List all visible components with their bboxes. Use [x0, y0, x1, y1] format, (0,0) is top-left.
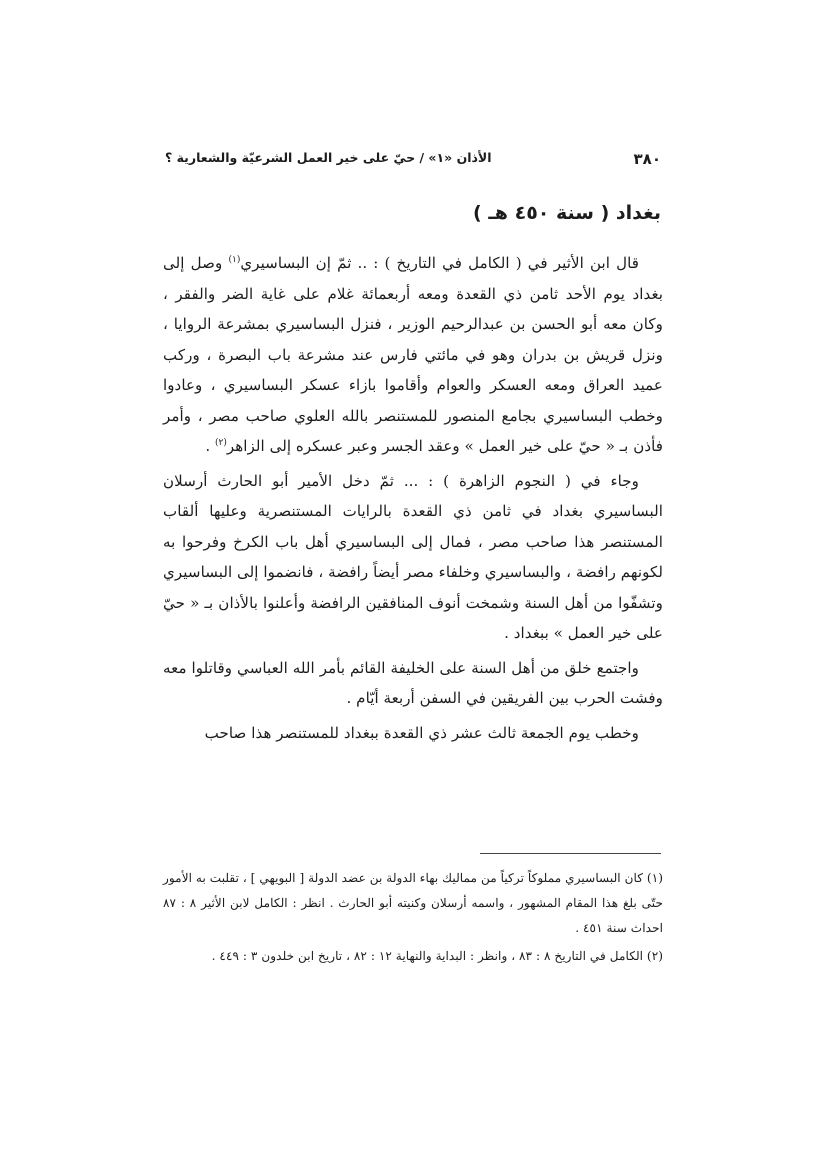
page-header: [165, 150, 661, 174]
paragraph: وجاء في ( النجوم الزاهرة ) : ... ثمّ دخل الأمير أبو الحارث أرسلان البساسيري بغداد في ثامن ذي القعدة بالرايات المستنصرية وعليها ألقاب المستنصر هذا صاحب مصر ، فمال إلى البساسيري أهل باب الكرخ وفرحوا به لكونهم رافضة ، والبساسيري وخلفاء مصر أيضاً رافضة ، فانضموا إلى البساسيري وتشفّوا من أهل السنة وشمخت أنوف المنافقين الرافضة وأعلنوا بالأذان بـ « حيّ على خير العمل » ببغداد .: [163, 471, 663, 642]
footnotes: [163, 866, 663, 972]
paragraph: واجتمع خلق من أهل السنة على الخليفة القائم بأمر الله العباسي وقاتلوا معه وفشت الحرب بين الفريقين في السفن أربعة أيّام .: [163, 658, 663, 707]
paragraph-text: وصل إلى بغداد يوم الأحد ثامن ذي القعدة ومعه أربعمائة غلام على غاية الضر والفقر ، وكان معه أبو الحسن بن عبدالرحيم الوزير ، فنزل البساسيري بمشرعة الروايا ، ونزل قريش بن بدران وهو في مائتي فارس عند مشرعة باب البصرة ، وركب عميد العراق ومعه العسكر والعوام وأقاموا بازاء عسكر البساسيري ، وعادوا وخطب البساسيري بجامع المنصور للمستنصر بالله العلوي صاحب مصر ، وأمر فأذن بـ « حيّ على خير العمل » وعقد الجسر وعبر عسكره إلى الزاهر: [163, 254, 663, 455]
footnote-reference: (٢): [215, 437, 227, 448]
paragraph-text: .: [205, 437, 216, 455]
footnote: (٢) الكامل في التاريخ ٨ : ٨٣ ، وانظر : البداية والنهاية ١٢ : ٨٢ ، تاريخ ابن خلدون ٣ : ٤٤٩ .: [211, 949, 663, 963]
paragraph-text: قال ابن الأثير في ( الكامل في التاريخ ) : .. ثمّ إن البساسيري: [240, 254, 639, 272]
section-heading: بغداد ( سنة ٤٥٠ هـ ): [473, 202, 661, 224]
paragraph: وخطب يوم الجمعة ثالث عشر ذي القعدة ببغداد للمستنصر هذا صاحب: [204, 723, 639, 742]
running-title: الأذان «١» / حيّ على خير العمل الشرعيّة والشعارية ؟: [165, 150, 492, 165]
main-text: [163, 248, 663, 752]
paragraph: [163, 248, 663, 462]
footnote-divider: [480, 853, 661, 854]
footnote: (١) كان البساسيري مملوكاً تركياً من مماليك بهاء الدولة بن عضد الدولة [ البويهي ] ، تقلبت به الأمور حتّى بلغ هذا المقام المشهور ، واسمه أرسلان وكنيته أبو الحارث . انظر : الكامل لابن الأثير ٨ : ٨٧ احداث سنة ٤٥١ .: [163, 871, 664, 935]
page-number: ٣٨٠: [633, 150, 661, 168]
footnote-reference: (١): [228, 254, 241, 265]
